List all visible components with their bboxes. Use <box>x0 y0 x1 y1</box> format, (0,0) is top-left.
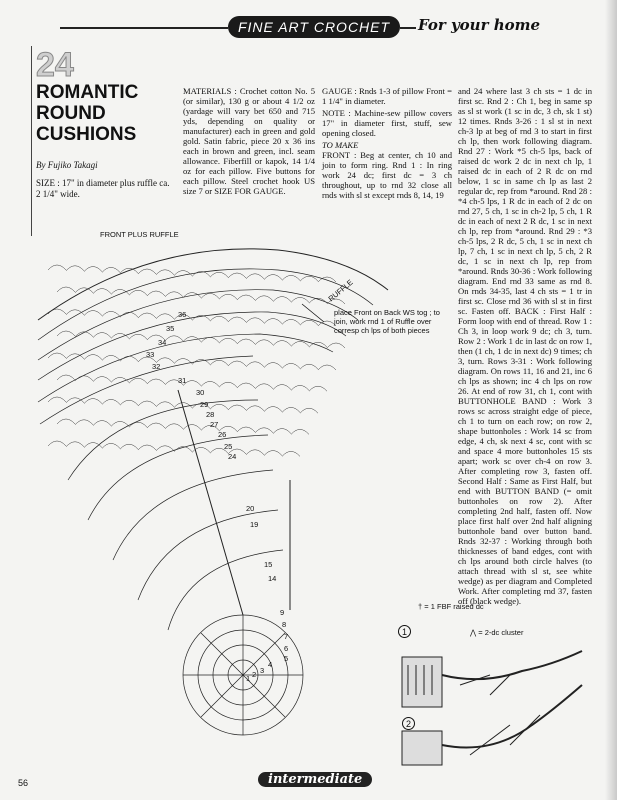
legend-cluster-text: = 2-dc cluster <box>478 628 524 637</box>
round-number: 14 <box>268 574 277 583</box>
round-number: 31 <box>178 376 187 385</box>
instructions-column <box>458 86 592 606</box>
round-number: 26 <box>218 430 227 439</box>
diagram-title: FRONT PLUS RUFFLE <box>100 230 179 239</box>
header-banner <box>0 14 617 42</box>
title-rule <box>31 46 32 236</box>
round-number: 34 <box>158 338 167 347</box>
round-number: 27 <box>210 420 219 429</box>
ruffle-label: RUFFLE <box>326 277 355 304</box>
fbf-symbol-icon: † <box>418 602 423 611</box>
cluster-symbol-icon: ⋀ <box>470 628 477 637</box>
round-number: 15 <box>264 560 273 569</box>
round-number: 36 <box>178 310 187 319</box>
title-line: CUSHIONS <box>36 124 137 145</box>
page-number: 56 <box>18 778 29 788</box>
materials-text: MATERIALS : Crochet cotton No. 5 (or similar), 130 g or about 4 1/2 oz (yardage will vary bet 650 and 715 yds, depending on quality or manufacturer) each in green and gold gold. Satin fabric, piece 20 x 36 ins each in brown and green, incl. seam allowance. Fiberfill or kapok, 14 1/4 oz for each pillow. Five buttons for each pillow. Steel crochet hook US size 7 or SIZE FOR GAUGE. <box>183 86 315 196</box>
page-edge-shadow <box>605 0 617 800</box>
round-number: 33 <box>146 350 155 359</box>
round-number: 24 <box>228 452 237 461</box>
title-line: ROMANTIC <box>36 82 139 103</box>
instructions-text: and 24 where last 3 ch sts = 1 dc in first sc. Rnd 2 : Ch 1, beg in same sp as sl st work (1 sc in dc, 3 ch, sk 1 st) 12 times. Rnds 3-26 : 1 sl st in next ch-3 lp at beg of rnd 3 to start in first ch lp, then work following diagram. Rnd 27 : Work *5 ch-5 lps, back of raised dc work 2 dc in next ch lp, 1 raised dc in each of 2 R dc on rnd below, 1 sc in same ch lp as last 2 regular dc, rep from *around. Rnd 28 : *4 ch-5 lps, 1 R dc in each of 2 dc on rnd 27, 5 ch, 1 sc in ch-2 lp, 5 ch, 1 R dc in each of next 2 R dc, 1 sc in next ch lp, rep from *around. Rnd 29 : *3 ch-5 lps, 2 R dc, 5 ch, 1 sc in next ch lp, 7 ch, 1 sc in next ch lp, 5 ch, 2 R dc, 1 sc in next ch lp, rep from *around. Rnds 30-36 : Work following diagram. End rnd 33 same as rnd 8. On rnds 34-35, last 4 ch sts = 1 tr in first sc. Close rnd 36 with sl st in first sc. Fasten off. BACK : First Half : Form loop with end of thread. Row 1 : Ch 3, in loop work 9 dc; ch 3, turn. Row 2 : Work 1 dc in last dc on row 1, then (1 ch, 1 dc in next dc) 9 times; ch 3, turn. Rows 3-31 : Work following diagram. On rows 11, 16 and 21, inc 6 ch lps as shown; inc 4 ch lps on row 26. At end of row 31, ch 1, cont with BUTTONHOLE BAND : Work 3 rows sc across straight edge of piece, ch 1 to turn on each row; on row 2, shape buttonholes : Work 14 sc from edge, 4 ch, sk next 4 sc, cont with sc and space 4 more buttonholes 15 sts apart; work sc over ch-4 on row 3. After completing row 3, fasten off. Second Half : Same as First Half, but end with BUTTON BAND (= omit buttonholes on row 2). After completing 2nd half, fasten off. Now place first half over 2nd half aligning buttonhole band over button band. Rnds 32-37 : Working through both thicknesses of band edges, cont with ch lps around both circle halves (to attach thread with sl st, see white wedge) as per diagram and Completed Work. After completing rnd 37, fasten off (black wedge). <box>458 86 592 606</box>
note-text: NOTE : Machine-sew pillow covers 17" in diameter first, stuff, sew opening closed. <box>322 108 452 138</box>
byline: By Fujiko Takagi <box>36 160 98 170</box>
round-number: 29 <box>200 400 209 409</box>
gauge-column <box>322 86 452 200</box>
round-number: 2 <box>252 670 257 679</box>
page-title <box>36 82 176 145</box>
tagline: For your home <box>418 16 541 34</box>
legend-cluster <box>470 628 523 637</box>
round-number: 5 <box>284 654 289 663</box>
front-text: FRONT : Beg at center, ch 10 and join to form ring. Rnd 1 : In ring work 24 dc; first dc = 3 ch throughout, up to rnd 32 close all rnds with sl st except rnds 8, 14, 19 <box>322 150 452 200</box>
round-number: 28 <box>206 410 215 419</box>
difficulty-level: intermediate <box>258 772 372 787</box>
legend-fbf-text: = 1 FBF raised dc <box>424 602 484 611</box>
round-number: 35 <box>166 324 175 333</box>
round-number: 3 <box>260 666 265 675</box>
round-number: 4 <box>268 660 273 669</box>
round-number: 1 <box>246 674 251 683</box>
series-title: FINE ART CROCHET <box>228 16 400 38</box>
materials-column <box>183 86 315 196</box>
round-number: 32 <box>152 362 161 371</box>
size-text: SIZE : 17" in diameter plus ruffle ca. 2 1/4" wide. <box>36 178 170 199</box>
banner-rule-left <box>60 27 228 29</box>
pattern-number: 24 <box>36 46 74 84</box>
round-number: 19 <box>250 520 259 529</box>
round-number: 6 <box>284 644 289 653</box>
round-number: 25 <box>224 442 233 451</box>
round-number: 7 <box>284 632 289 641</box>
gauge-text: GAUGE : Rnds 1-3 of pillow Front = 1 1/4" in diameter. <box>322 86 452 106</box>
legend-fbf <box>418 602 488 611</box>
round-number: 9 <box>280 608 285 617</box>
crochet-diagram <box>28 230 458 775</box>
round-number: 8 <box>282 620 287 629</box>
round-number: 30 <box>196 388 205 397</box>
banner-rule-right <box>400 27 416 29</box>
diagram-note: place Front on Back WS tog ; to join, work rnd 1 of Ruffle over corresp ch lps of both pieces <box>334 308 440 335</box>
step-number: 2 <box>402 717 415 730</box>
to-make-heading: TO MAKE <box>322 140 359 150</box>
step-number: 1 <box>398 625 411 638</box>
title-line: ROUND <box>36 103 106 124</box>
stitch-illustrations <box>400 645 600 770</box>
round-number: 20 <box>246 504 255 513</box>
